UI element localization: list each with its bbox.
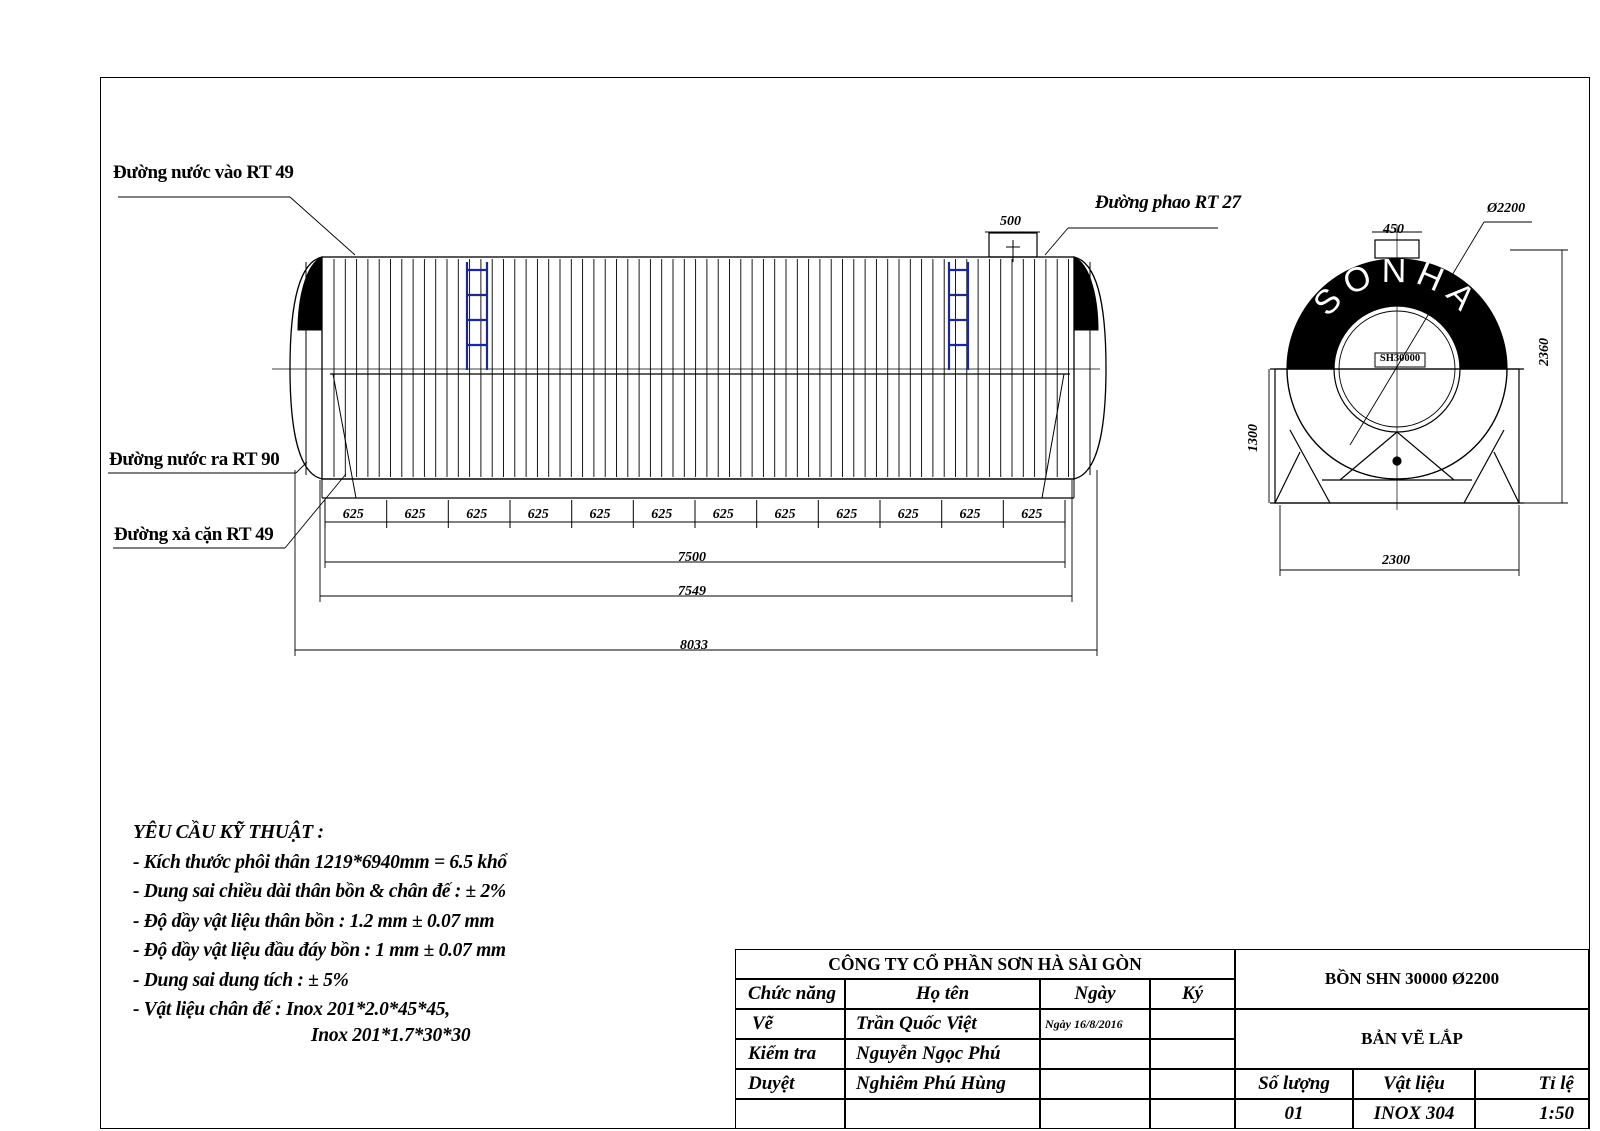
technical-requirements [133,818,507,1050]
dim-segment-label: 625 [897,507,919,522]
blank-row [845,1099,1040,1129]
dim-segment-label: 625 [527,507,549,522]
material-value: INOX 304 [1353,1099,1475,1129]
callout-drain: Đường xả cặn RT 49 [114,524,274,545]
dim-width-base: 2300 [1382,553,1410,568]
dim-manhole-end: 450 [1383,222,1404,237]
dim-segment-label: 625 [712,507,734,522]
name-approve: Nghiêm Phú Hùng [845,1069,1040,1099]
date-check [1040,1039,1150,1069]
blank-row [1150,1099,1235,1129]
scale-value: 1:50 [1475,1099,1589,1129]
dim-segment-label: 625 [651,507,673,522]
requirement-line: - Dung sai dung tích : ± 5% [133,969,349,991]
dim-segment-label: 625 [404,507,426,522]
svg-text:SONHA [1306,259,1487,323]
role-approve: Duyệt [735,1069,845,1099]
requirement-line: - Kích thước phôi thân 1219*6940mm = 6.5 khổ [133,851,507,873]
dim-segment-label: 625 [959,507,981,522]
blank-row [735,1099,845,1129]
role-check: Kiểm tra [735,1039,845,1069]
product-name: BỒN SHN 30000 Ø2200 [1235,949,1589,1009]
drawing-type: BẢN VẼ LẮP [1235,1009,1589,1069]
sign-draw [1150,1009,1235,1039]
quantity-value: 01 [1235,1099,1353,1129]
quantity-label: Số lượng [1235,1069,1353,1099]
blank-row [1040,1099,1150,1129]
header-date: Ngày [1040,979,1150,1009]
dim-segment-label: 625 [1021,507,1043,522]
model-plate: SH30000 [1379,353,1421,364]
dim-manhole-side: 500 [1000,214,1021,229]
sign-check [1150,1039,1235,1069]
dim-segment-label: 625 [589,507,611,522]
dim-segment-label: 625 [342,507,364,522]
dim-length-frame: 7500 [678,550,706,565]
callout-float: Đường phao RT 27 [1095,192,1241,213]
callout-outlet: Đường nước ra RT 90 [109,449,280,470]
requirement-line: - Độ dầy vật liệu đầu đáy bồn : 1 mm ± 0.07 mm [133,940,506,961]
requirements-heading: YÊU CẦU KỸ THUẬT : [133,822,324,843]
dim-height-center: 1300 [1246,424,1261,452]
name-draw: Trần Quốc Việt [845,1009,1040,1039]
requirement-line: - Vật liệu chân đế : Inox 201*2.0*45*45, [133,999,450,1020]
dim-segment-label: 625 [774,507,796,522]
date-approve [1040,1069,1150,1099]
header-name: Họ tên [845,979,1040,1009]
material-label: Vật liệu [1353,1069,1475,1099]
dim-length-total: 8033 [680,638,708,653]
name-check: Nguyễn Ngọc Phú [845,1039,1040,1069]
requirement-line: - Dung sai chiều dài thân bồn & chân đế : ± 2% [133,881,506,902]
dim-segment-label: 625 [466,507,488,522]
brand-text: SONHA [1306,259,1488,324]
sign-approve [1150,1069,1235,1099]
callout-inlet: Đường nước vào RT 49 [113,162,294,183]
date-draw: Ngày 16/8/2016 [1040,1009,1150,1039]
header-sign: Ký [1150,979,1235,1009]
role-draw: Vẽ [735,1009,845,1039]
requirement-line: - Độ dầy vật liệu thân bồn : 1.2 mm ± 0.07 mm [133,910,495,932]
dim-height-total: 2360 [1537,338,1552,366]
header-role: Chức năng [735,979,845,1009]
requirement-line-cont: Inox 201*1.7*30*30 [311,1024,471,1046]
company-name: CÔNG TY CỔ PHẦN SƠN HÀ SÀI GÒN [735,949,1235,979]
dim-length-body: 7549 [678,584,706,599]
dim-segment-label: 625 [836,507,858,522]
scale-label: Tỉ lệ [1475,1069,1589,1099]
dim-diameter: Ø2200 [1487,201,1526,216]
